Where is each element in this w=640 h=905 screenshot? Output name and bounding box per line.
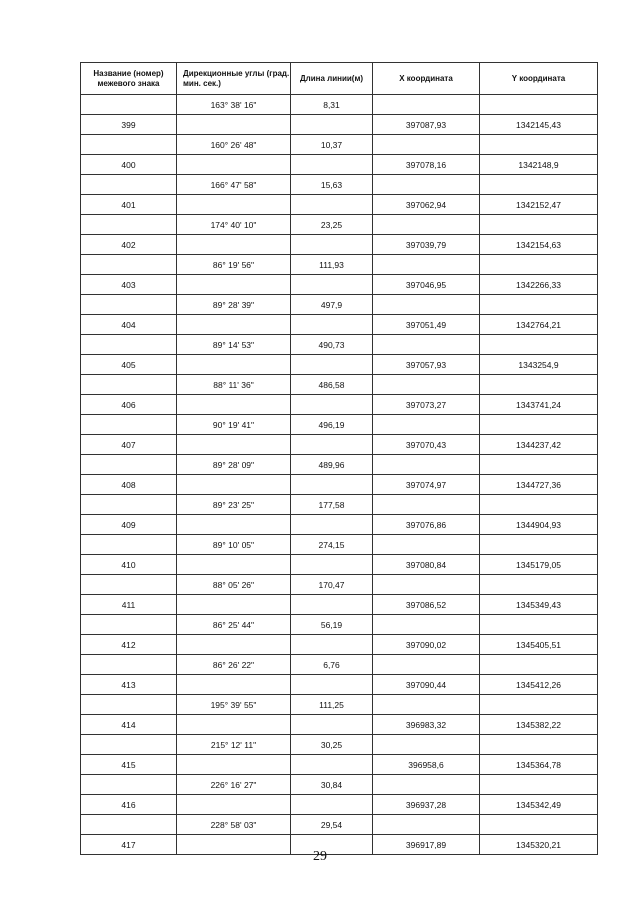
cell-y-coordinate: 1343254,9: [480, 355, 598, 375]
cell-y-coordinate: 1344237,42: [480, 435, 598, 455]
cell-x-coordinate: 397070,43: [373, 435, 480, 455]
cell-y-coordinate: 1344904,93: [480, 515, 598, 535]
cell-line-length: [291, 155, 373, 175]
cell-marker-name: 405: [81, 355, 177, 375]
cell-y-coordinate: [480, 495, 598, 515]
cell-line-length: [291, 555, 373, 575]
cell-y-coordinate: 1345382,22: [480, 715, 598, 735]
cell-y-coordinate: [480, 375, 598, 395]
cell-direction-angle: 88° 05' 26": [177, 575, 291, 595]
cell-line-length: 10,37: [291, 135, 373, 155]
cell-line-length: 274,15: [291, 535, 373, 555]
cell-direction-angle: [177, 675, 291, 695]
cell-x-coordinate: 397090,02: [373, 635, 480, 655]
cell-y-coordinate: 1345349,43: [480, 595, 598, 615]
cell-marker-name: [81, 735, 177, 755]
cell-x-coordinate: 397078,16: [373, 155, 480, 175]
cell-y-coordinate: [480, 655, 598, 675]
cell-marker-name: 417: [81, 835, 177, 855]
cell-line-length: 6,76: [291, 655, 373, 675]
cell-marker-name: 402: [81, 235, 177, 255]
cell-y-coordinate: 1342764,21: [480, 315, 598, 335]
table-row: [81, 795, 598, 815]
cell-x-coordinate: 397086,52: [373, 595, 480, 615]
cell-marker-name: 400: [81, 155, 177, 175]
cell-marker-name: [81, 95, 177, 115]
table-row: [81, 615, 598, 635]
cell-y-coordinate: [480, 535, 598, 555]
cell-line-length: [291, 395, 373, 415]
table-row: [81, 175, 598, 195]
cell-x-coordinate: [373, 135, 480, 155]
cell-line-length: [291, 115, 373, 135]
table-row: [81, 335, 598, 355]
cell-y-coordinate: [480, 135, 598, 155]
cell-direction-angle: 86° 25' 44": [177, 615, 291, 635]
table-row: [81, 635, 598, 655]
cell-marker-name: [81, 815, 177, 835]
cell-line-length: [291, 275, 373, 295]
cell-line-length: [291, 755, 373, 775]
cell-x-coordinate: 397057,93: [373, 355, 480, 375]
cell-direction-angle: 90° 19' 41": [177, 415, 291, 435]
cell-direction-angle: 166° 47' 58": [177, 175, 291, 195]
cell-x-coordinate: [373, 255, 480, 275]
table-row: [81, 755, 598, 775]
cell-y-coordinate: 1342152,47: [480, 195, 598, 215]
cell-direction-angle: [177, 475, 291, 495]
cell-line-length: [291, 435, 373, 455]
cell-x-coordinate: 397051,49: [373, 315, 480, 335]
cell-x-coordinate: 397046,95: [373, 275, 480, 295]
cell-line-length: [291, 635, 373, 655]
header-y: Y координата: [480, 63, 598, 95]
cell-marker-name: 404: [81, 315, 177, 335]
cell-marker-name: 406: [81, 395, 177, 415]
table-row: [81, 575, 598, 595]
cell-line-length: [291, 675, 373, 695]
cell-y-coordinate: 1344727,36: [480, 475, 598, 495]
cell-line-length: [291, 795, 373, 815]
boundary-coordinates-table: [80, 62, 598, 855]
cell-line-length: [291, 235, 373, 255]
cell-x-coordinate: [373, 175, 480, 195]
cell-y-coordinate: 1345405,51: [480, 635, 598, 655]
table-row: [81, 455, 598, 475]
cell-line-length: [291, 475, 373, 495]
cell-y-coordinate: 1342148,9: [480, 155, 598, 175]
cell-direction-angle: [177, 755, 291, 775]
cell-line-length: 15,63: [291, 175, 373, 195]
cell-x-coordinate: [373, 335, 480, 355]
cell-direction-angle: 226° 16' 27": [177, 775, 291, 795]
table-row: [81, 375, 598, 395]
cell-marker-name: [81, 655, 177, 675]
cell-y-coordinate: [480, 215, 598, 235]
table-row: [81, 775, 598, 795]
cell-direction-angle: [177, 355, 291, 375]
cell-x-coordinate: [373, 295, 480, 315]
cell-x-coordinate: [373, 815, 480, 835]
cell-y-coordinate: [480, 455, 598, 475]
cell-direction-angle: 215° 12' 11": [177, 735, 291, 755]
cell-y-coordinate: [480, 415, 598, 435]
cell-direction-angle: 86° 26' 22": [177, 655, 291, 675]
table-row: [81, 815, 598, 835]
cell-y-coordinate: [480, 615, 598, 635]
cell-marker-name: 414: [81, 715, 177, 735]
cell-y-coordinate: [480, 335, 598, 355]
cell-direction-angle: [177, 515, 291, 535]
cell-marker-name: [81, 295, 177, 315]
cell-marker-name: [81, 375, 177, 395]
cell-marker-name: 403: [81, 275, 177, 295]
cell-marker-name: 399: [81, 115, 177, 135]
cell-y-coordinate: [480, 775, 598, 795]
cell-marker-name: 413: [81, 675, 177, 695]
cell-y-coordinate: [480, 95, 598, 115]
cell-direction-angle: [177, 595, 291, 615]
cell-x-coordinate: 397080,84: [373, 555, 480, 575]
cell-x-coordinate: 397062,94: [373, 195, 480, 215]
cell-marker-name: [81, 535, 177, 555]
cell-direction-angle: 195° 39' 55": [177, 695, 291, 715]
cell-direction-angle: 163° 38' 16": [177, 95, 291, 115]
cell-line-length: 111,25: [291, 695, 373, 715]
cell-x-coordinate: 396983,32: [373, 715, 480, 735]
header-x: X координата: [373, 63, 480, 95]
cell-marker-name: 415: [81, 755, 177, 775]
cell-y-coordinate: [480, 815, 598, 835]
cell-x-coordinate: 397087,93: [373, 115, 480, 135]
cell-direction-angle: [177, 155, 291, 175]
table-row: [81, 675, 598, 695]
cell-direction-angle: 86° 19' 56": [177, 255, 291, 275]
table-row: [81, 115, 598, 135]
cell-direction-angle: [177, 795, 291, 815]
cell-x-coordinate: [373, 735, 480, 755]
cell-marker-name: [81, 415, 177, 435]
cell-direction-angle: [177, 715, 291, 735]
header-angles: Дирекционные углы (град. мин. сек.): [177, 63, 291, 95]
cell-marker-name: 410: [81, 555, 177, 575]
table-row: [81, 195, 598, 215]
cell-x-coordinate: 397076,86: [373, 515, 480, 535]
header-name: Название (номер) межевого знака: [81, 63, 177, 95]
cell-x-coordinate: [373, 655, 480, 675]
cell-y-coordinate: 1345320,21: [480, 835, 598, 855]
cell-marker-name: [81, 775, 177, 795]
cell-direction-angle: 174° 40' 10": [177, 215, 291, 235]
cell-y-coordinate: 1342154,63: [480, 235, 598, 255]
cell-y-coordinate: 1342266,33: [480, 275, 598, 295]
cell-marker-name: 416: [81, 795, 177, 815]
cell-direction-angle: 89° 28' 39": [177, 295, 291, 315]
cell-x-coordinate: [373, 775, 480, 795]
cell-line-length: 8,31: [291, 95, 373, 115]
cell-direction-angle: [177, 395, 291, 415]
cell-direction-angle: 89° 28' 09": [177, 455, 291, 475]
cell-x-coordinate: 397090,44: [373, 675, 480, 695]
cell-marker-name: [81, 135, 177, 155]
cell-x-coordinate: [373, 695, 480, 715]
cell-marker-name: 412: [81, 635, 177, 655]
cell-direction-angle: 228° 58' 03": [177, 815, 291, 835]
cell-x-coordinate: 397073,27: [373, 395, 480, 415]
cell-y-coordinate: 1345364,78: [480, 755, 598, 775]
cell-x-coordinate: [373, 215, 480, 235]
cell-marker-name: 408: [81, 475, 177, 495]
cell-direction-angle: [177, 435, 291, 455]
cell-marker-name: [81, 615, 177, 635]
cell-line-length: 111,93: [291, 255, 373, 275]
page-number: 29: [313, 849, 327, 864]
table-row: [81, 295, 598, 315]
cell-marker-name: [81, 575, 177, 595]
header-length: Длина линии(м): [291, 63, 373, 95]
cell-line-length: 496,19: [291, 415, 373, 435]
cell-marker-name: 411: [81, 595, 177, 615]
cell-y-coordinate: 1342145,43: [480, 115, 598, 135]
table-row: [81, 155, 598, 175]
cell-y-coordinate: 1345412,26: [480, 675, 598, 695]
cell-line-length: 30,25: [291, 735, 373, 755]
table-header-row: [81, 63, 598, 95]
cell-x-coordinate: 396917,89: [373, 835, 480, 855]
cell-line-length: 30,84: [291, 775, 373, 795]
cell-x-coordinate: [373, 495, 480, 515]
cell-marker-name: 409: [81, 515, 177, 535]
cell-marker-name: [81, 175, 177, 195]
table-row: [81, 535, 598, 555]
table-row: [81, 435, 598, 455]
cell-marker-name: [81, 695, 177, 715]
cell-y-coordinate: [480, 175, 598, 195]
table-row: [81, 475, 598, 495]
table-row: [81, 355, 598, 375]
table-row: [81, 495, 598, 515]
table-row: [81, 655, 598, 675]
cell-x-coordinate: 397074,97: [373, 475, 480, 495]
table-row: [81, 235, 598, 255]
cell-x-coordinate: [373, 415, 480, 435]
table-row: [81, 275, 598, 295]
cell-direction-angle: 160° 26' 48": [177, 135, 291, 155]
cell-y-coordinate: [480, 735, 598, 755]
cell-line-length: [291, 515, 373, 535]
cell-x-coordinate: [373, 375, 480, 395]
cell-line-length: 56,19: [291, 615, 373, 635]
table-row: [81, 135, 598, 155]
table-row: [81, 315, 598, 335]
cell-y-coordinate: 1345342,49: [480, 795, 598, 815]
cell-marker-name: [81, 495, 177, 515]
cell-line-length: 23,25: [291, 215, 373, 235]
cell-x-coordinate: [373, 615, 480, 635]
cell-direction-angle: [177, 115, 291, 135]
cell-line-length: 497,9: [291, 295, 373, 315]
table-row: [81, 515, 598, 535]
cell-marker-name: 401: [81, 195, 177, 215]
cell-x-coordinate: [373, 535, 480, 555]
cell-marker-name: [81, 335, 177, 355]
cell-y-coordinate: [480, 575, 598, 595]
cell-line-length: 486,58: [291, 375, 373, 395]
cell-x-coordinate: 396937,28: [373, 795, 480, 815]
table-row: [81, 395, 598, 415]
cell-direction-angle: 89° 14' 53": [177, 335, 291, 355]
cell-line-length: [291, 315, 373, 335]
cell-direction-angle: [177, 235, 291, 255]
cell-line-length: [291, 195, 373, 215]
cell-y-coordinate: [480, 695, 598, 715]
cell-x-coordinate: 397039,79: [373, 235, 480, 255]
cell-x-coordinate: 396958,6: [373, 755, 480, 775]
cell-marker-name: 407: [81, 435, 177, 455]
cell-direction-angle: [177, 195, 291, 215]
cell-y-coordinate: 1345179,05: [480, 555, 598, 575]
cell-y-coordinate: [480, 295, 598, 315]
cell-x-coordinate: [373, 575, 480, 595]
cell-marker-name: [81, 455, 177, 475]
cell-line-length: 177,58: [291, 495, 373, 515]
cell-direction-angle: 89° 10' 05": [177, 535, 291, 555]
cell-direction-angle: 88° 11' 36": [177, 375, 291, 395]
cell-marker-name: [81, 255, 177, 275]
cell-direction-angle: 89° 23' 25": [177, 495, 291, 515]
cell-line-length: [291, 595, 373, 615]
cell-direction-angle: [177, 275, 291, 295]
table-row: [81, 415, 598, 435]
cell-direction-angle: [177, 555, 291, 575]
table-row: [81, 735, 598, 755]
table-row: [81, 695, 598, 715]
cell-line-length: 170,47: [291, 575, 373, 595]
table-body: [81, 95, 598, 855]
cell-x-coordinate: [373, 455, 480, 475]
cell-line-length: [291, 355, 373, 375]
table-row: [81, 95, 598, 115]
table-row: [81, 255, 598, 275]
cell-line-length: [291, 715, 373, 735]
table-row: [81, 555, 598, 575]
cell-y-coordinate: 1343741,24: [480, 395, 598, 415]
cell-x-coordinate: [373, 95, 480, 115]
cell-line-length: 490,73: [291, 335, 373, 355]
cell-direction-angle: [177, 315, 291, 335]
table-row: [81, 215, 598, 235]
cell-line-length: 489,96: [291, 455, 373, 475]
table-row: [81, 715, 598, 735]
cell-line-length: 29,54: [291, 815, 373, 835]
cell-y-coordinate: [480, 255, 598, 275]
cell-direction-angle: [177, 635, 291, 655]
cell-marker-name: [81, 215, 177, 235]
table-row: [81, 595, 598, 615]
